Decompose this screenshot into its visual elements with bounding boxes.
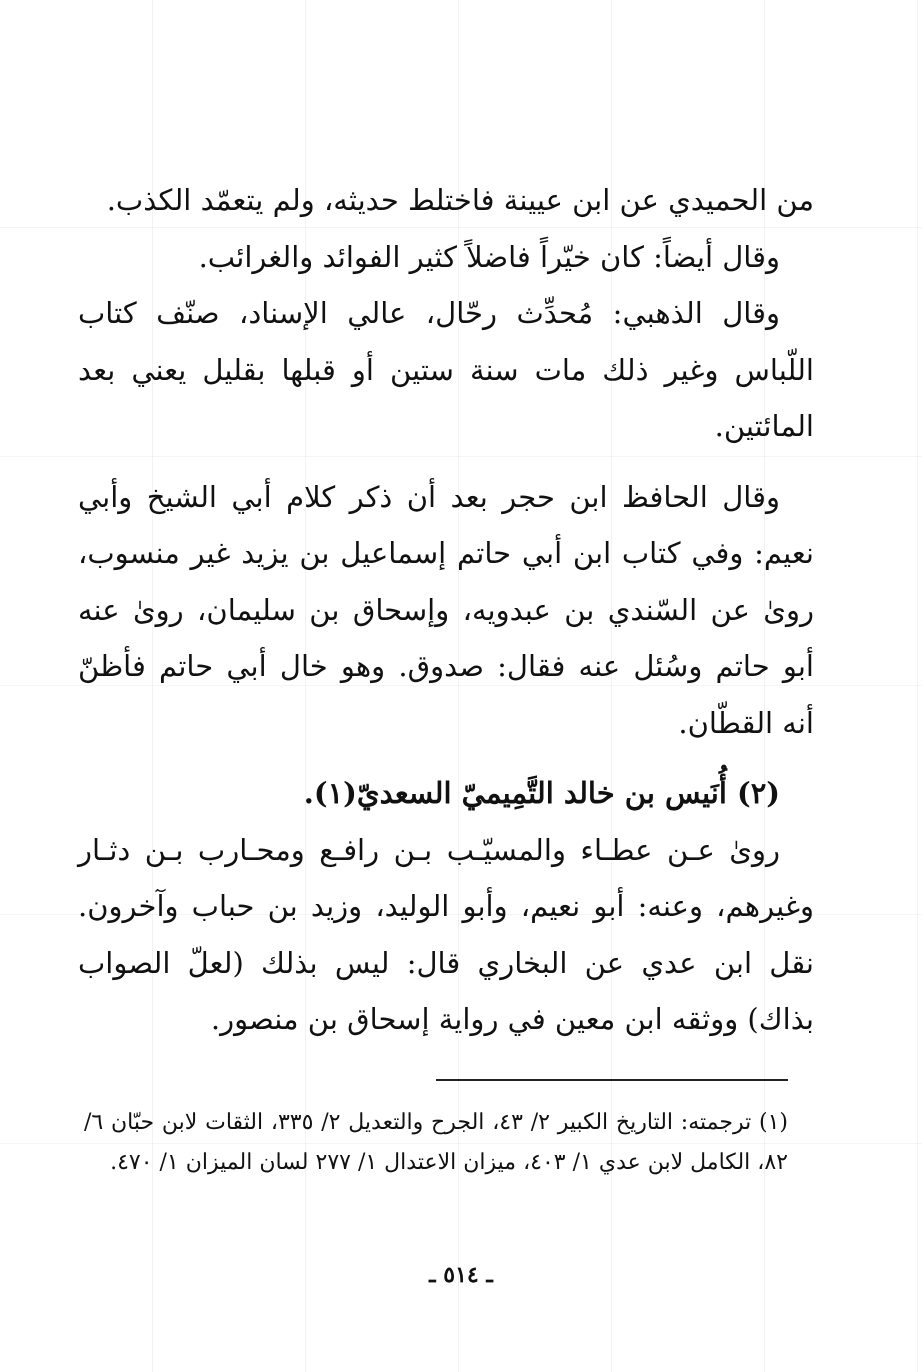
paragraph-dhahabi: وقال الذهبي: مُحدِّث رحّال، عالي الإسناد، صنّف كتاب اللّباس وغير ذلك مات سنة ستين أو قبلها بقليل يعني بعد المائتين. <box>78 296 814 443</box>
paragraph-ibn-hajar: وقال الحافظ ابن حجر بعد أن ذكر كلام أبي الشيخ وأبي نعيم: وفي كتاب ابن أبي حاتم إسماعيل بن يزيد غير منسوب، روىٰ عن السّندي بن عبدويه، وإسحاق بن سليمان، روىٰ عنه أبو حاتم وسُئل عنه فقال: صدوق. وهو خال أبي حاتم فأظنّ أنه القطّان. <box>78 479 814 740</box>
footnotes <box>84 1103 788 1183</box>
paragraph-continuation: من الحميدي عن ابن عيينة فاختلط حديثه، ولم يتعمّد الكذب. <box>106 183 814 217</box>
entry-heading: (٢) أُنَيس بن خالد التَّمِيميّ السعديّ(١). <box>303 776 780 810</box>
footnote-item: (١) ترجمته: التاريخ الكبير ٢/ ٤٣، الجرح والتعديل ٢/ ٣٣٥، الثقات لابن حبّان ٦/ ٨٢، الكامل لابن عدي ١/ ٤٠٣، ميزان الاعتدال ١/ ٢٧٧ لسان الميزان ١/ ٤٧٠. <box>84 1110 789 1175</box>
paragraph-entry-body: روىٰ عـن عطـاء والمسيّـب بـن رافـع ومحـارب بـن دثـار وغيرهم، وعنه: أبو نعيم، وأبو الوليد، وزيد بن حباب وآخرون. نقل ابن عدي عن البخاري قال: ليس بذلك (لعلّ الصواب بذاك) ووثقه ابن معين في رواية إسحاق بن منصور. <box>78 832 814 1036</box>
footnote-separator <box>436 1079 788 1081</box>
main-text <box>78 172 814 1048</box>
paragraph-quote-also: وقال أيضاً: كان خيّراً فاضلاً كثير الفوائد والغرائب. <box>198 239 780 274</box>
page-number: ـ ٥١٤ ـ <box>429 1262 493 1288</box>
